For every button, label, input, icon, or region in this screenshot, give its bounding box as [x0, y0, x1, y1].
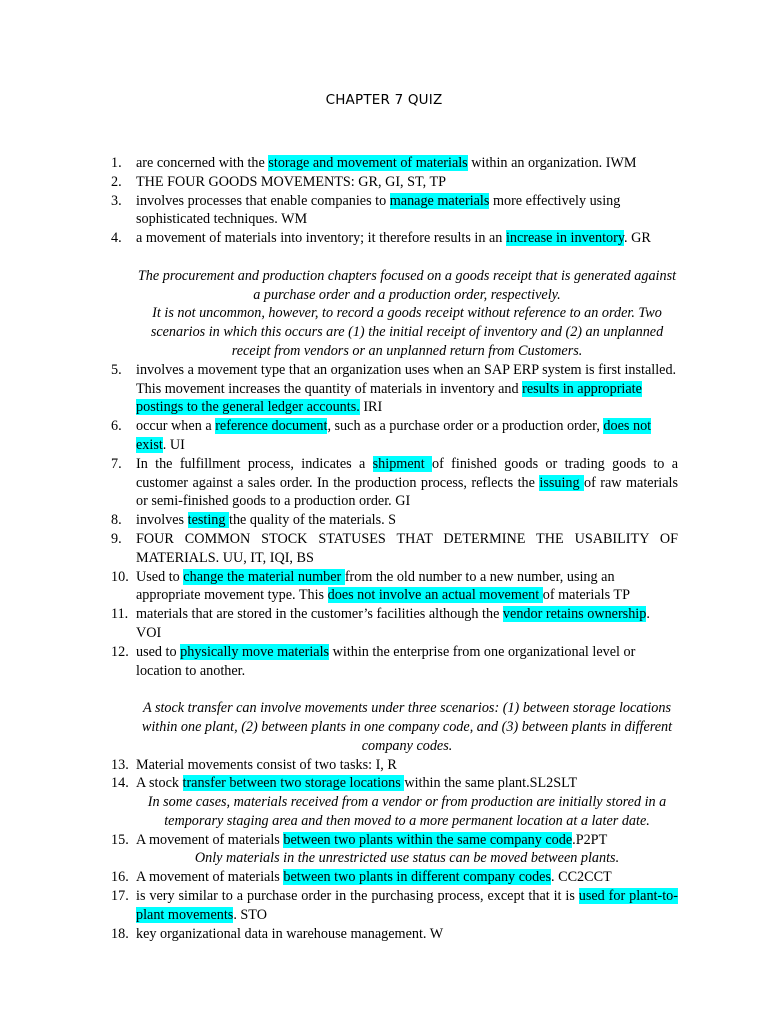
quiz-item-11 — [111, 605, 678, 643]
item-number: 1. — [111, 155, 122, 171]
quiz-item-5 — [111, 361, 678, 417]
item-number: 14. — [111, 775, 129, 792]
item-number: 9. — [111, 530, 122, 547]
item-text: within an organization. IWM — [467, 155, 637, 171]
item-number: 15. — [111, 831, 129, 848]
item-text: IRI — [359, 399, 383, 416]
quiz-item-18 — [111, 925, 678, 944]
item-text: are concerned with the — [136, 155, 269, 171]
highlight: used for plant-to-plant movements — [136, 888, 678, 923]
item-number: 8. — [111, 512, 122, 529]
quiz-item-6 — [111, 417, 678, 455]
quiz-item-17 — [111, 887, 678, 925]
item-text: . STO — [233, 906, 267, 923]
highlight: between two plants within the same company code — [283, 831, 573, 848]
quiz-item-4 — [111, 229, 678, 248]
item-text: . UI — [162, 436, 185, 453]
highlight: transfer between two storage locations — [182, 775, 405, 792]
item-text: Used to — [136, 568, 184, 585]
note-goods-receipt: The procurement and production chapters focused on a goods receipt that is generated against a purchase order and a production order, respectively. — [137, 267, 677, 303]
item-number: 18. — [111, 925, 129, 942]
highlight: issuing — [539, 474, 585, 491]
quiz-body — [0, 154, 768, 943]
item-number: 16. — [111, 869, 129, 886]
item-number: 6. — [111, 418, 122, 435]
quiz-item-15 — [111, 831, 678, 850]
note-staging: In some cases, materials received from a vendor or from production are initially stored in a temporary staging area and then moved to a more permanent location at a later date. — [147, 794, 667, 829]
item-text: is very similar to a purchase order in the purchasing process, except that it is — [136, 888, 579, 905]
highlight: physically move materials — [180, 643, 330, 660]
highlight: shipment — [372, 455, 433, 472]
quiz-item-14 — [111, 774, 678, 793]
item-number: 17. — [111, 888, 129, 905]
item-text: used to — [136, 643, 181, 660]
highlight: vendor retains ownership — [502, 606, 647, 623]
item-text: more effectively using sophisticated techniques. WM — [136, 192, 621, 228]
note-stock-transfer: A stock transfer can involve movements under three scenarios: (1) between storage locations within one plant, (2) between plants in one company code, and (3) between plants in different company codes. — [141, 700, 673, 754]
item-text: . VOI — [136, 606, 650, 641]
item-text: occur when a — [136, 418, 216, 435]
item-text: of materials TP — [542, 587, 630, 604]
highlight: reference document — [215, 418, 328, 435]
spacer — [0, 248, 768, 267]
item-text: THE FOUR GOODS MOVEMENTS: GR, GI, ST, TP — [136, 173, 447, 190]
highlight: change the material number — [183, 568, 345, 585]
note-not-uncommon: It is not uncommon, however, to record a goods receipt without reference to an order. Two scenarios in which this occurs are (1) the initial receipt of inventory and (2) an unplanned receipt from vendors or an unplanned return from Customers. — [150, 305, 664, 359]
highlight: testing — [187, 512, 230, 529]
highlight: results in appropriate postings to the general ledger accounts. — [136, 380, 642, 416]
item-text: , such as a purchase order or a production order, — [327, 418, 604, 435]
page-title: CHAPTER 7 QUIZ — [325, 92, 443, 108]
item-text: FOUR COMMON STOCK STATUSES THAT DETERMINE THE USABILITY OF MATERIALS. UU, IT, IQI, BS — [136, 530, 678, 566]
item-text: . GR — [624, 230, 651, 247]
item-number: 4. — [111, 230, 122, 247]
item-number: 5. — [111, 361, 122, 378]
quiz-item-1 — [111, 154, 678, 173]
item-text: A stock — [136, 775, 183, 792]
item-text: A movement of materials — [136, 831, 284, 848]
item-text: involves processes that enable companies to — [136, 192, 390, 209]
item-text: of raw materials or semi-finished goods to a production order. GI — [136, 474, 678, 510]
item-text: within the same plant.SL2SLT — [404, 775, 578, 792]
item-text: involves — [136, 512, 188, 529]
item-text: from the old number to a new number, using an appropriate movement type. This — [136, 568, 615, 604]
quiz-item-12 — [111, 643, 678, 681]
item-number: 12. — [111, 643, 129, 660]
quiz-item-9 — [111, 530, 678, 568]
note-unrestricted: Only materials in the unrestricted use status can be moved between plants. — [194, 850, 620, 867]
item-number: 2. — [111, 173, 122, 190]
item-text: Material movements consist of two tasks: I, R — [136, 756, 397, 773]
highlight: manage materials — [389, 192, 490, 209]
highlight: does not involve an actual movement — [327, 587, 543, 604]
quiz-item-16 — [111, 868, 678, 887]
quiz-item-10 — [111, 568, 678, 606]
quiz-item-7 — [111, 455, 678, 511]
item-number: 13. — [111, 756, 129, 773]
item-number: 7. — [111, 455, 122, 472]
item-text: In the fulfillment process, indicates a — [136, 455, 373, 472]
item-text: . CC2CCT — [551, 869, 612, 886]
item-text: involves a movement type that an organization uses when an SAP ERP system is first installed. This movement increases the quantity of materials in inventory and — [136, 361, 677, 397]
item-number: 10. — [111, 568, 129, 585]
item-text: the quality of the materials. S — [229, 512, 397, 529]
quiz-item-13 — [111, 756, 678, 775]
item-text: within the enterprise from one organizational level or location to another. — [136, 643, 636, 679]
item-text: materials that are stored in the customer’s facilities although the — [136, 606, 503, 623]
item-text: A movement of materials — [136, 869, 284, 886]
highlight: does not exist — [136, 418, 652, 453]
item-text: .P2PT — [572, 831, 608, 848]
item-number: 11. — [111, 606, 129, 623]
item-number: 3. — [111, 192, 122, 209]
highlight: between two plants in different company codes — [283, 869, 552, 886]
spacer — [0, 680, 768, 699]
item-text: a movement of materials into inventory; it therefore results in an — [136, 230, 506, 247]
item-text: of finished goods or trading goods to a customer against a sales order. In the production process, reflects the — [136, 455, 678, 491]
quiz-item-8 — [111, 511, 678, 530]
quiz-item-2 — [111, 173, 678, 192]
highlight: increase in inventory — [505, 230, 625, 247]
highlight: storage and movement of materials — [268, 155, 468, 171]
item-text: key organizational data in warehouse management. W — [136, 925, 444, 942]
quiz-item-3 — [111, 192, 678, 230]
